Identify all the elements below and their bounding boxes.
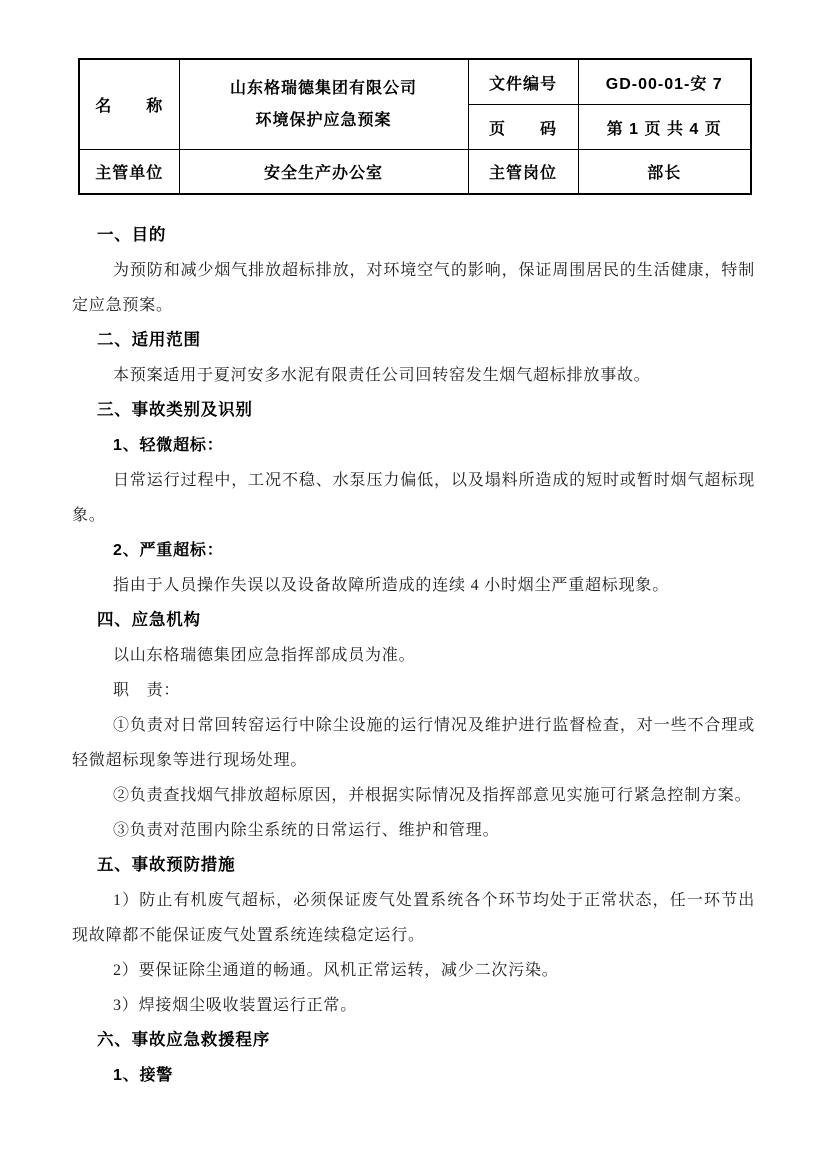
doc-block: 二、适用范围 xyxy=(97,331,201,349)
document-body xyxy=(72,218,755,1093)
name-label: 名 称 xyxy=(95,98,164,115)
doc-block: 六、事故应急救援程序 xyxy=(97,1031,270,1049)
page-value: 第 1 页 共 4 页 xyxy=(606,120,722,138)
header-cell-post-label xyxy=(468,150,578,195)
doc-block: 一、目的 xyxy=(97,226,167,244)
doc-block: 1、接警 xyxy=(113,1067,174,1084)
header-cell-post-value xyxy=(578,150,751,195)
header-cell-docno-value xyxy=(578,59,751,105)
doc-block: 日常运行过程中，工况不稳、水泵压力偏低，以及塌料所造成的短时或暂时烟气超标现象。 xyxy=(72,472,755,524)
doc-block: 五、事故预防措施 xyxy=(97,856,236,874)
dept-label: 主管单位 xyxy=(95,165,164,182)
doc-block: 3）焊接烟尘吸收装置运行正常。 xyxy=(113,997,358,1014)
header-cell-name-value xyxy=(179,59,468,150)
document-title: 环境保护应急预案 xyxy=(255,111,392,129)
doc-block: ②负责查找烟气排放超标原因，并根据实际情况及指挥部意见实施可行紧急控制方案。 xyxy=(113,787,752,804)
doc-block: 2）要保证除尘通道的畅通。风机正常运转，减少二次污染。 xyxy=(113,962,559,979)
header-table xyxy=(78,58,752,195)
doc-block: 本预案适用于夏河安多水泥有限责任公司回转窑发生烟气超标排放事故。 xyxy=(113,367,651,384)
company-name: 山东格瑞德集团有限公司 xyxy=(229,79,417,97)
doc-block: 为预防和减少烟气排放超标排放，对环境空气的影响，保证周围居民的生活健康，特制定应急预案。 xyxy=(72,262,755,314)
doc-block: 以山东格瑞德集团应急指挥部成员为准。 xyxy=(113,647,416,664)
doc-block: 四、应急机构 xyxy=(97,611,201,629)
doc-block: ①负责对日常回转窑运行中除尘设施的运行情况及维护进行监督检查，对一些不合理或轻微超标现象等进行现场处理。 xyxy=(72,717,755,769)
dept-value: 安全生产办公室 xyxy=(263,165,383,182)
docno-label: 文件编号 xyxy=(488,75,557,93)
post-label: 主管岗位 xyxy=(488,165,557,182)
post-value: 部长 xyxy=(647,165,682,182)
doc-block: 职 责： xyxy=(113,682,181,699)
docno-value: GD-00-01-安 7 xyxy=(605,75,723,93)
header-cell-page-value xyxy=(578,105,751,150)
header-cell-name-label xyxy=(79,59,179,150)
doc-block: ③负责对范围内除尘系统的日常运行、维护和管理。 xyxy=(113,822,500,839)
doc-block: 1）防止有机废气超标，必须保证废气处置系统各个环节均处于正常状态，任一环节出现故障都不能保证废气处置系统连续稳定运行。 xyxy=(72,892,755,944)
page-label: 页 码 xyxy=(488,120,557,138)
header-cell-page-label xyxy=(468,105,578,150)
doc-block: 指由于人员操作失误以及设备故障所造成的连续 4 小时烟尘严重超标现象。 xyxy=(113,577,670,594)
header-cell-docno-label xyxy=(468,59,578,105)
header-cell-dept-value xyxy=(179,150,468,195)
doc-block: 1、轻微超标： xyxy=(113,437,224,454)
doc-block: 2、严重超标： xyxy=(113,542,224,559)
header-cell-dept-label xyxy=(79,150,179,195)
doc-block: 三、事故类别及识别 xyxy=(97,401,253,419)
